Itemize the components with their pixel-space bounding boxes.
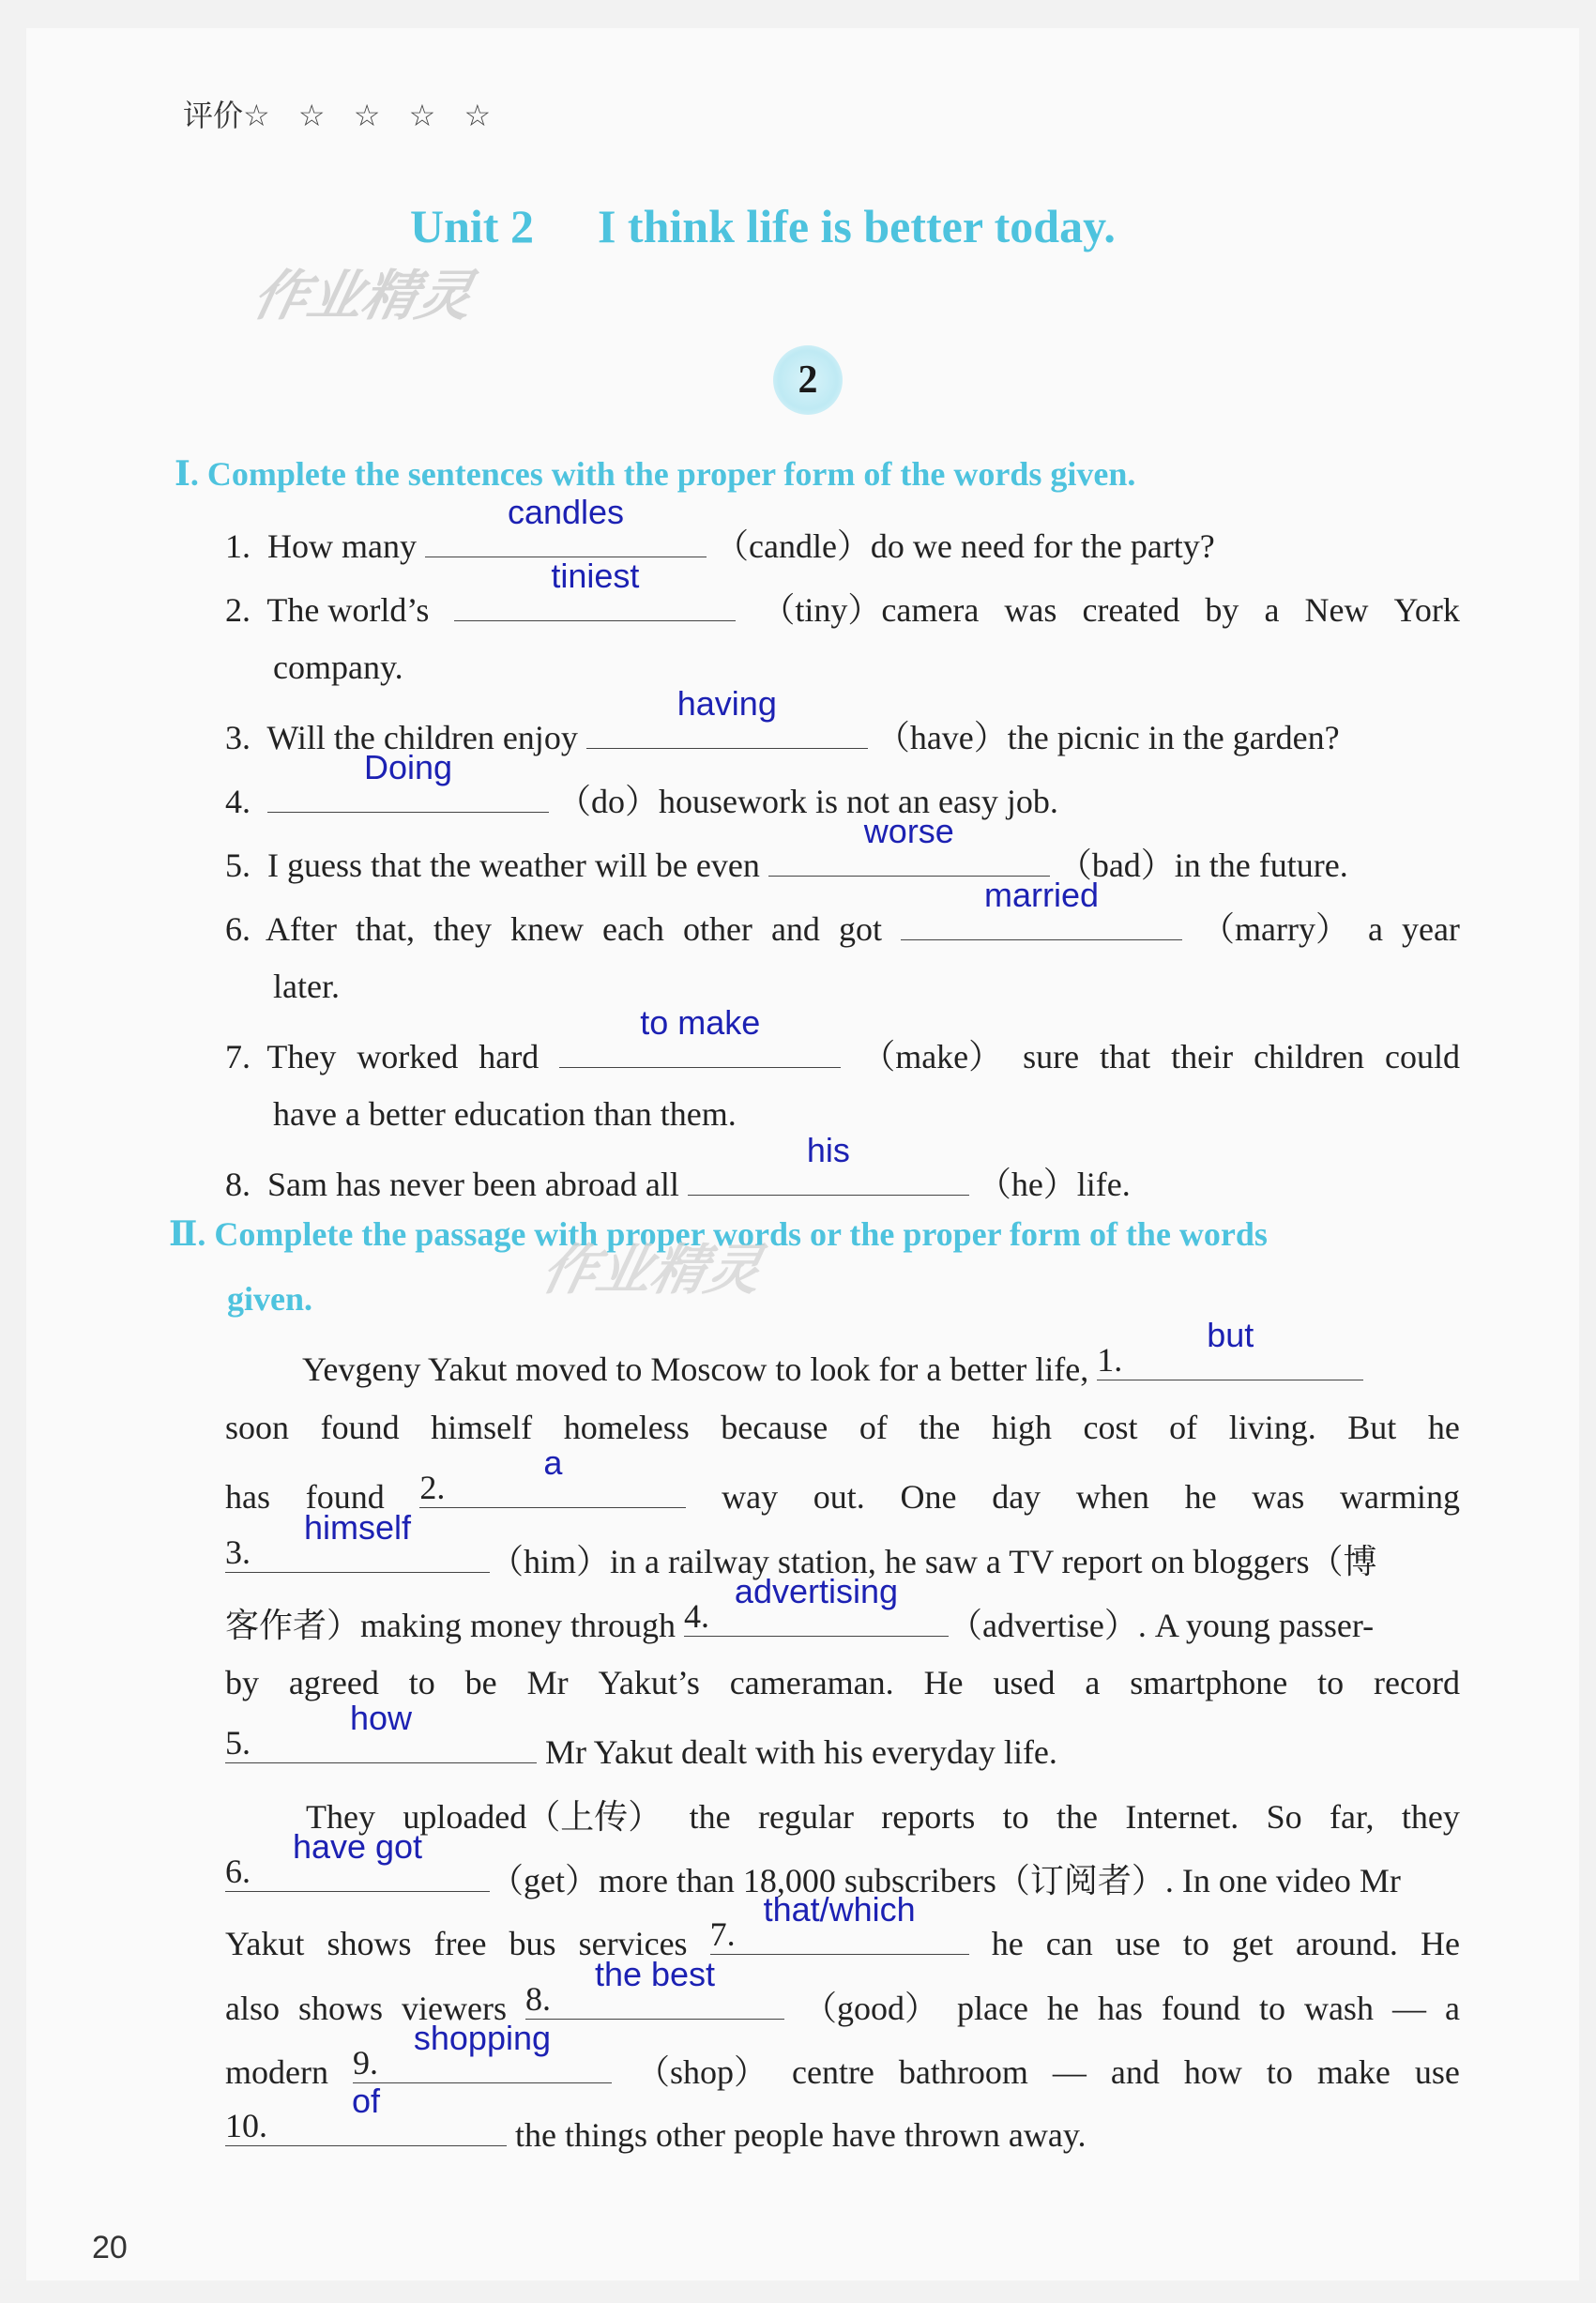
answer-blank: 6. have got [225,1855,490,1892]
passage-line-13: 10. of the things other people have thrown away. [225,2082,1087,2154]
answer-blank: 9. shopping [353,2047,612,2083]
answer-blank [586,684,868,749]
answer-blank [559,1003,841,1068]
answer-text: but [1207,1316,1254,1354]
question-4: 4. Doing （do）housework is not an easy job. [225,748,1058,820]
answer-text: candles [507,493,625,531]
passage-line-5: 客作者）making money through 4. advertising （advertise）. A young passer- [225,1572,1375,1644]
page-title [410,199,1116,253]
passage-line-1: Yevgeny Yakut moved to Moscow to look for a better life, 1. but [302,1344,1363,1389]
question-8: 8. Sam has never been abroad all his （he）life. [225,1131,1131,1203]
answer-blank [688,1131,969,1196]
answer-blank: 7. that/which [710,1918,969,1955]
question-3: 3. Will the children enjoy having （have）the picnic in the garden? [225,684,1340,756]
question-7: 7. They worked hard to make （make） sure that their children could [225,1003,1460,1075]
answer-blank: 3. himself [225,1536,490,1573]
answer-blank: 2. a [419,1472,686,1508]
passage-line-8: They uploaded（上传） the regular reports to the Internet. So far, they [306,1798,1460,1836]
section2-heading-cont: given. [227,1280,313,1318]
watermark: 作业精灵 [536,1238,768,1302]
question-2: 2. The world’s tiniest （tiny）camera was created by a New York [225,557,1460,629]
passage-line-6: by agreed to be Mr Yakut’s cameraman. He used a smartphone to record [225,1664,1460,1701]
answer-text: tiniest [551,557,640,595]
answer-text: married [983,876,1099,914]
answer-text: himself [303,1508,412,1547]
passage-line-7: 5. how Mr Yakut dealt with his everyday life. [225,1699,1057,1771]
answer-blank: 8. the best [525,1983,784,2020]
rating [183,92,500,135]
answer-text: worse [863,812,954,850]
question-6-cont: later. [273,968,340,1005]
question-6: 6. After that, they knew each other and got married （marry） a year [225,876,1460,948]
answer-text: advertising [734,1572,899,1610]
lesson-number-badge: 2 [773,345,843,415]
answer-text: how [349,1699,413,1737]
answer-text: to make [640,1003,761,1042]
answer-text: of [351,2082,381,2120]
section2-heading: Ⅱ. Complete the passage with proper words or the proper form of the words [169,1215,1268,1253]
passage-line-12: modern 9. shopping （shop） centre bathroom — and how to make use [225,2019,1460,2091]
answer-text: his [806,1131,850,1169]
watermark: 作业精灵 [247,264,479,328]
answer-blank [454,557,736,621]
passage-line-11: also shows viewers 8. the best （good） place he has found to wash — a [225,1955,1460,2027]
page-number: 20 [92,2230,128,2265]
question-7-cont: have a better education than them. [273,1095,737,1133]
passage-line-9: 6. have got （get）more than 18,000 subscribers（订阅者）. In one video Mr [225,1827,1401,1899]
passage-line-4: 3. himself （him）in a railway station, he saw a TV report on bloggers（博 [225,1508,1377,1580]
rating-stars: ☆ ☆ ☆ ☆ ☆ [243,98,501,133]
rating-label: 评价 [183,98,244,133]
answer-blank [901,876,1182,940]
unit-label: Unit 2 [410,200,534,252]
passage-line-3: has found 2. a way out. One day when he was warming [225,1443,1460,1516]
answer-text: have got [292,1827,423,1866]
passage-line-10: Yakut shows free bus services 7. that/which he can use to get around. He [225,1890,1460,1962]
section1-heading: Ⅰ. Complete the sentences with the proper form of the words given. [175,455,1136,493]
answer-text: Doing [363,748,453,786]
question-1: 1. How many candles （candle）do we need for the party? [225,493,1215,565]
answer-text: the best [594,1955,716,1993]
answer-text: that/which [763,1890,916,1929]
answer-blank [267,748,549,813]
question-2-cont: company. [273,648,403,686]
answer-blank: 10. of [225,2110,507,2146]
answer-blank [425,493,707,557]
answer-text: shopping [413,2019,552,2057]
answer-blank: 1. but [1097,1344,1363,1380]
question-5: 5. I guess that the weather will be even worse （bad）in the future. [225,812,1348,884]
answer-blank: 4. advertising [684,1600,949,1637]
passage-line-2: soon found himself homeless because of the high cost of living. But he [225,1409,1460,1446]
answer-blank: 5. how [225,1727,537,1763]
answer-text: a [543,1443,563,1482]
unit-title: I think life is better today. [597,200,1116,252]
answer-text: having [676,684,777,723]
answer-blank [768,812,1050,877]
